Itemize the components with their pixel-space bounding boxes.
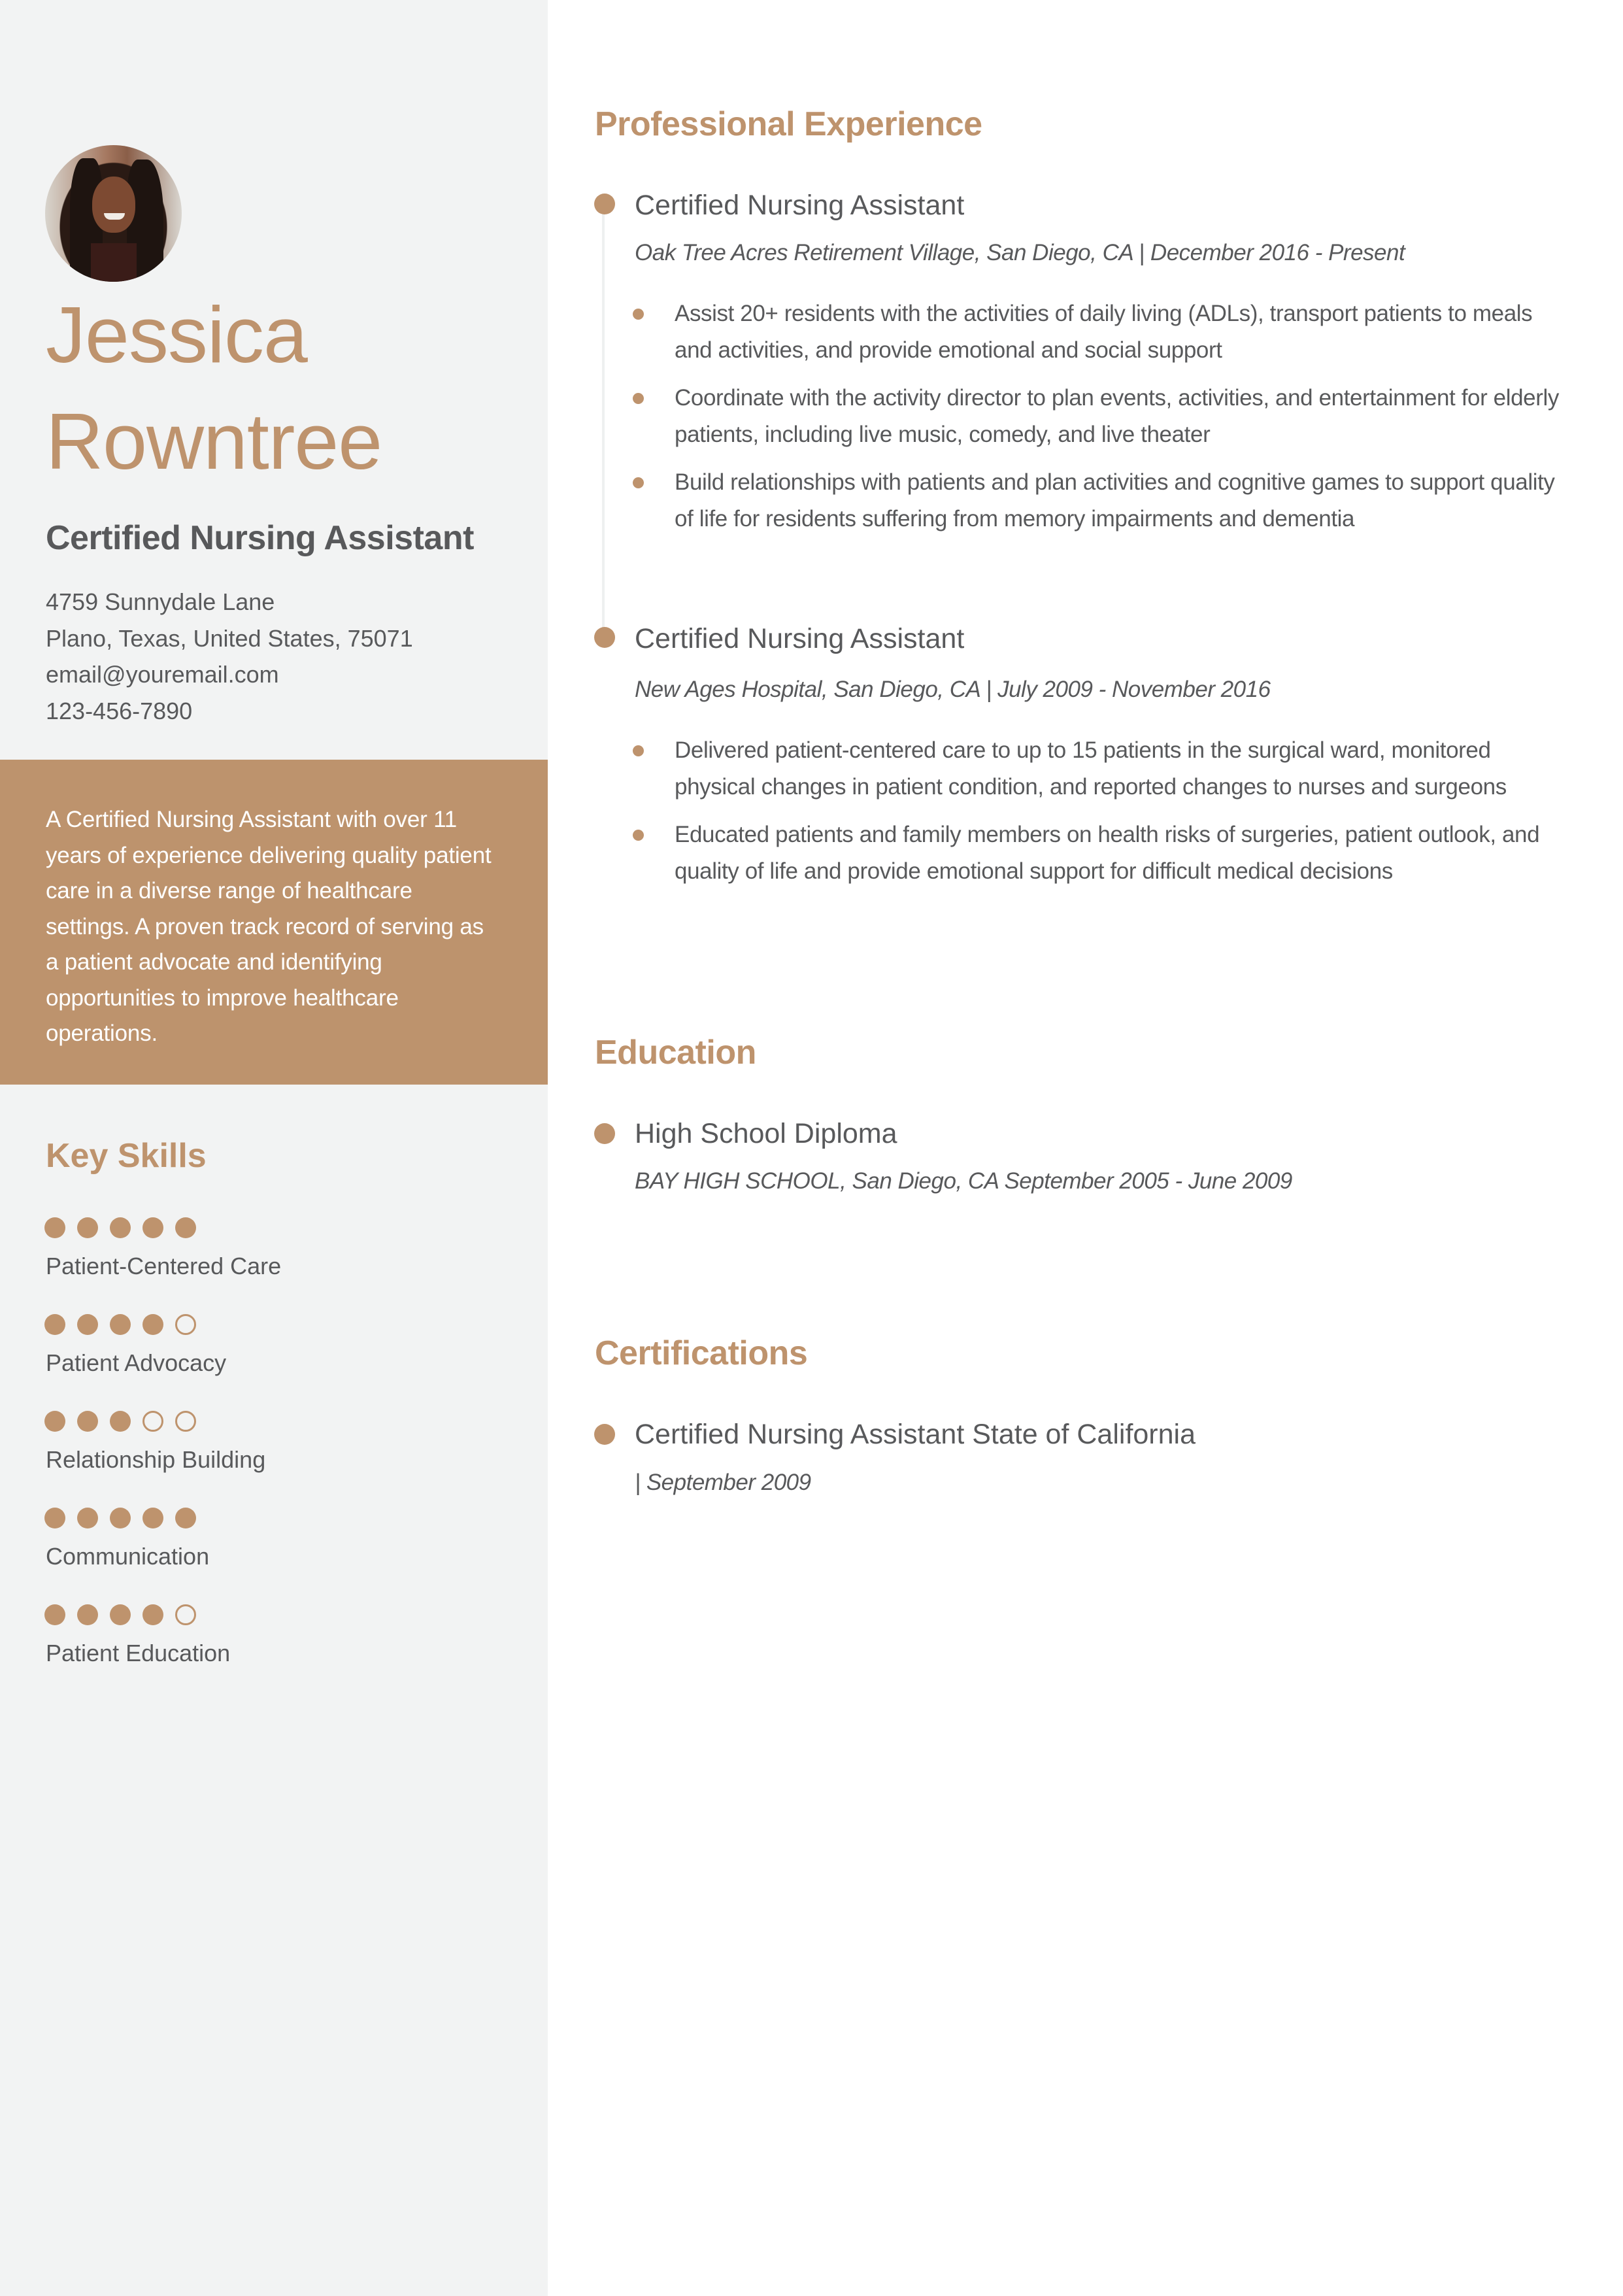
skill-rating [44, 1217, 502, 1238]
bullet-dot-icon [633, 477, 644, 488]
skill-label: Relationship Building [46, 1446, 266, 1473]
bullet-dot-icon [633, 309, 644, 320]
first-name: Jessica [46, 290, 307, 379]
filled-circle-icon [110, 1604, 131, 1625]
filled-circle-icon [175, 1217, 196, 1238]
timeline-line [602, 204, 605, 637]
filled-circle-icon [142, 1314, 163, 1335]
filled-circle-icon [77, 1604, 98, 1625]
bullet-item [633, 380, 1561, 452]
filled-circle-icon [44, 1604, 65, 1625]
timeline-dot-icon [594, 1123, 615, 1144]
skill-label: Patient-Centered Care [46, 1253, 282, 1279]
filled-circle-icon [110, 1217, 131, 1238]
certification-title: Certified Nursing Assistant State of California [635, 1419, 1196, 1450]
empty-circle-icon [142, 1411, 163, 1432]
sidebar [0, 0, 548, 2296]
skill-label: Patient Education [46, 1640, 231, 1666]
skill-rating [44, 1314, 502, 1335]
bullet-text: Coordinate with the activity director to plan events, activities, and entertainment for elderly patients, including live music, comedy, and live theater [675, 385, 1559, 447]
job-title: Certified Nursing Assistant [46, 519, 474, 557]
filled-circle-icon [142, 1217, 163, 1238]
filled-circle-icon [142, 1604, 163, 1625]
filled-circle-icon [77, 1508, 98, 1528]
filled-circle-icon [110, 1508, 131, 1528]
skill-item [44, 1411, 502, 1474]
certification-meta: | September 2009 [635, 1470, 811, 1495]
skill-rating [44, 1411, 502, 1432]
address-line-1: 4759 Sunnydale Lane [46, 588, 275, 615]
photo-face [92, 177, 135, 233]
job-2-meta: New Ages Hospital, San Diego, CA | July 2009 - November 2016 [635, 677, 1271, 702]
last-name: Rowntree [46, 397, 382, 486]
skill-label: Communication [46, 1543, 210, 1570]
timeline-dot-icon [594, 194, 615, 214]
empty-circle-icon [175, 1604, 196, 1625]
empty-circle-icon [175, 1411, 196, 1432]
skills-heading: Key Skills [46, 1137, 207, 1175]
filled-circle-icon [77, 1217, 98, 1238]
job-1-title: Certified Nursing Assistant [635, 190, 965, 221]
skill-item [44, 1604, 502, 1667]
education-meta: BAY HIGH SCHOOL, San Diego, CA September 2005 - June 2009 [635, 1168, 1292, 1194]
education-heading: Education [595, 1034, 756, 1072]
address-line-2: Plano, Texas, United States, 75071 [46, 624, 413, 652]
skill-item [44, 1508, 502, 1570]
filled-circle-icon [77, 1314, 98, 1335]
filled-circle-icon [44, 1217, 65, 1238]
bullet-text: Delivered patient-centered care to up to 15 patients in the surgical ward, monitored physical changes in patient condition, and reported changes to nurses and surgeons [675, 737, 1507, 800]
skill-item [44, 1314, 502, 1377]
filled-circle-icon [110, 1314, 131, 1335]
skill-rating [44, 1508, 502, 1528]
email[interactable]: email@youremail.com [46, 661, 279, 688]
bullet-dot-icon [633, 745, 644, 756]
job-2-bullets [633, 732, 1561, 901]
bullet-item [633, 817, 1561, 889]
contact-info [46, 584, 413, 729]
skill-label: Patient Advocacy [46, 1349, 227, 1376]
summary-text: A Certified Nursing Assistant with over 11 years of experience delivering quality patient care in a diverse range of healthcare settings. A proven track record of serving as a patient advocate and identifying opportunities to improve healthcare operations. [46, 807, 492, 1046]
bullet-text: Educated patients and family members on health risks of surgeries, patient outlook, and quality of life and provide emotional support for difficult medical decisions [675, 822, 1540, 884]
filled-circle-icon [175, 1508, 196, 1528]
certifications-heading: Certifications [595, 1334, 808, 1372]
bullet-item [633, 732, 1561, 805]
bullet-item [633, 295, 1561, 368]
phone[interactable]: 123-456-7890 [46, 697, 193, 724]
bullet-text: Assist 20+ residents with the activities of daily living (ADLs), transport patients to meals and activities, and provide emotional and social support [675, 301, 1533, 363]
photo-shirt [91, 243, 137, 282]
experience-heading: Professional Experience [595, 105, 982, 143]
bullet-dot-icon [633, 393, 644, 404]
job-1-meta: Oak Tree Acres Retirement Village, San Diego, CA | December 2016 - Present [635, 240, 1405, 265]
timeline-dot-icon [594, 1424, 615, 1445]
photo-smile [104, 213, 125, 220]
bullet-item [633, 464, 1561, 537]
skill-rating [44, 1604, 502, 1625]
job-2-title: Certified Nursing Assistant [635, 623, 965, 654]
filled-circle-icon [77, 1411, 98, 1432]
education-title: High School Diploma [635, 1118, 897, 1149]
profile-photo [45, 145, 182, 282]
filled-circle-icon [44, 1314, 65, 1335]
empty-circle-icon [175, 1314, 196, 1335]
filled-circle-icon [44, 1508, 65, 1528]
bullet-dot-icon [633, 830, 644, 841]
summary-box [0, 760, 548, 1085]
timeline-dot-icon [594, 627, 615, 648]
skill-item [44, 1217, 502, 1280]
filled-circle-icon [44, 1411, 65, 1432]
job-1-bullets [633, 295, 1561, 549]
bullet-text: Build relationships with patients and plan activities and cognitive games to support quality of life for residents suffering from memory impairments and dementia [675, 469, 1555, 532]
filled-circle-icon [142, 1508, 163, 1528]
filled-circle-icon [110, 1411, 131, 1432]
